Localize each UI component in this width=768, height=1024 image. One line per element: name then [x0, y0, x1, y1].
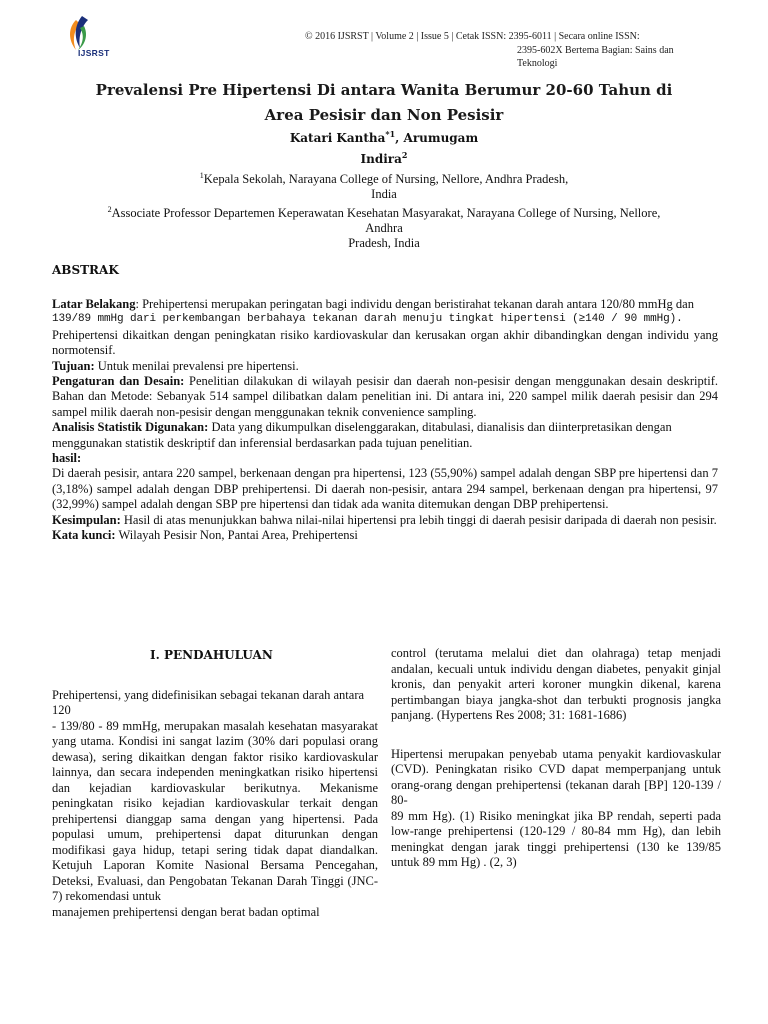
keywords-paragraph [52, 528, 718, 543]
meta-line-1: © 2016 IJSRST | Volume 2 | Issue 5 | Cetak ISSN: 2395-6011 | Secara online ISSN: [305, 31, 640, 42]
background-label: Latar Belakang [52, 297, 136, 311]
conclusion-text: Hasil di atas menunjukkan bahwa nilai-nilai hipertensi pra lebih tinggi di daerah pesisir daripada di daerah non pesisir. [120, 512, 717, 527]
authors-line-1: Katari Kantha$^{*1}$, Arumugam [289, 129, 479, 145]
design-label: Pengaturan dan Desain: [52, 374, 185, 389]
left-column [52, 648, 378, 920]
intro-paragraph: - 139/80 - 89 mmHg, merupakan masalah kesehatan masyarakat yang utama. Kondisi ini sangat lazim (30% dari populasi orang dewasa), sering dikaitkan dengan faktor risiko kardiovaskular lainnya, dan secara independen meningkatkan risiko hipertensi dan kejadian kardiovaskular berikutnya. Mekanisme peningkatan risiko kejadian kardiovaskular terkait dengan prehipertensi dianggap sama dengan yang hipertensi. Pada populasi umum, prehipertensi dapat diturunkan dengan modifikasi gaya hidup, tetapi sering tidak dapat diandalkan. Ketujuh Laporan Komite Nasional Bersama Pencegahan, Deteksi, Evaluasi, dan Pengobatan Tekanan Darah Tinggi (JNC-7) rekomendasi untuk [52, 718, 378, 903]
right-column [391, 646, 721, 871]
section-heading: I. PENDAHULUAN [150, 648, 273, 662]
title-line-2: Area Pesisir dan Non Pesisir [264, 106, 504, 124]
affiliation-1-line-2: India [371, 187, 397, 202]
results-label: hasil: [52, 451, 82, 466]
analysis-label: Analisis Statistik Digunakan: [52, 420, 209, 435]
journal-meta [305, 30, 717, 71]
intro-last-line: manajemen prehipertensi dengan berat badan optimal [52, 904, 320, 919]
affiliations [70, 168, 698, 251]
aim-paragraph [52, 359, 718, 374]
meta-line-2: 2395-602X Bertema Bagian: Sains dan [517, 44, 674, 56]
abstract-body [52, 297, 718, 544]
abstract-heading: ABSTRAK [52, 263, 119, 277]
affiliation-2-line-2: Andhra [365, 221, 403, 236]
aim-label: Tujuan: [52, 358, 95, 373]
results-text: Di daerah pesisir, antara 220 sampel, berkenaan dengan pra hipertensi, 123 (55,90%) sampel adalah dengan SBP pre hipertensi dan 7 (3,18%) sampel adalah dengan DBP prehipertensi. Di daerah non-pesisir, antara 294 sampel, berkenaan dengan pra hipertensi, 97 (32,99%) sampel adalah dengan SBP pre hipertensi dan tidak ada wanita ditemukan dengan DBP prehipertensi. [52, 466, 718, 512]
right-paragraph-2b: 89 mm Hg). (1) Risiko meningkat jika BP rendah, seperti pada low-range prehipertensi (120-129 / 80-84 mm Hg), dan lebih meningkat dengan jarak tinggi prehipertensi (130 ke 139/85 untuk 89 mm Hg) . (2, 3) [391, 808, 721, 869]
design-text: Penelitian dilakukan di wilayah pesisir dan daerah non-pesisir dengan menggunakan desain deskriptif. Bahan dan Metode: Sebanyak 514 sampel dilibatkan dalam penelitian ini. Di antara ini, 220 sampel milik daerah pesisir dan 294 sampel milik daerah non-pesisir dengan menggunakan teknik convenience sampling. [52, 374, 718, 419]
intro-line-1: Prehipertensi, yang didefinisikan sebagai tekanan darah antara 120 [52, 687, 365, 717]
title-line-1: Prevalensi Pre Hipertensi Di antara Wanita Berumur 20-60 Tahun di [95, 81, 673, 99]
conclusion-paragraph [52, 513, 718, 528]
keywords-label: Kata kunci: [52, 528, 116, 543]
logo-wordmark: IJSRST [78, 48, 110, 58]
keywords-text: Wilayah Pesisir Non, Pantai Area, Prehipertensi [115, 528, 358, 543]
meta-line-3: Teknologi [517, 58, 558, 69]
affiliation-2-line-1: $^2$Associate Professor Departemen Keperawatan Kesehatan Masyarakat, Narayana College of Nursing, Nellore, [107, 205, 661, 221]
conclusion-label: Kesimpulan: [52, 512, 121, 527]
affiliation-1-line-1: $^1$Kepala Sekolah, Narayana College of Nursing, Nellore, Andhra Pradesh, [199, 171, 569, 187]
background-paragraph [52, 297, 718, 312]
right-paragraph-1: control (terutama melalui diet dan olahraga) tetap menjadi andalan, kecuali untuk individu dengan diabetes, penyakit ginjal kronis, dan penyakit arteri koroner mungkin dikenal, karena pertimbangan biaya jangka-shot dan terbukti prognosis jangka panjang. (Hypertens Res 2008; 31: 1681-1686) [391, 646, 721, 722]
aim-text: Untuk menilai prevalensi pre hipertensi. [94, 358, 299, 373]
affiliation-2-line-3: Pradesh, India [348, 236, 420, 251]
authors-line-2: Indira$^2$ [360, 150, 408, 166]
paper-title [40, 78, 728, 128]
background-text-3: Prehipertensi dikaitkan dengan peningkatan risiko kardiovaskular dan kerusakan organ akhir dibandingkan dengan individu yang normotensif. [52, 327, 718, 358]
background-text-1: : Prehipertensi merupakan peringatan bagi individu dengan beristirahat tekanan darah antara 120/80 mmHg dan [135, 297, 694, 311]
analysis-paragraph [52, 420, 718, 451]
right-paragraph-2a: Hipertensi merupakan penyebab utama penyakit kardiovaskular (CVD). Peningkatan risiko CVD dapat memperpanjang untuk orang-orang dengan prehipertensi (tekanan darah [BP] 120-139 / 80- [391, 746, 721, 807]
background-text-2: 139/89 mmHg dari perkembangan berbahaya tekanan darah menuju tingkat hipertensi (≥140 / 90 mmHg). [52, 313, 683, 326]
paragraph-gap [391, 724, 721, 747]
design-paragraph [52, 374, 718, 420]
analysis-text: Data yang dikumpulkan diselenggarakan, ditabulasi, dianalisis dan diinterpretasikan dengan menggunakan statistik deskriptif dan inferensial berdasarkan pada tujuan penelitian. [52, 420, 672, 450]
author-list [240, 126, 528, 168]
